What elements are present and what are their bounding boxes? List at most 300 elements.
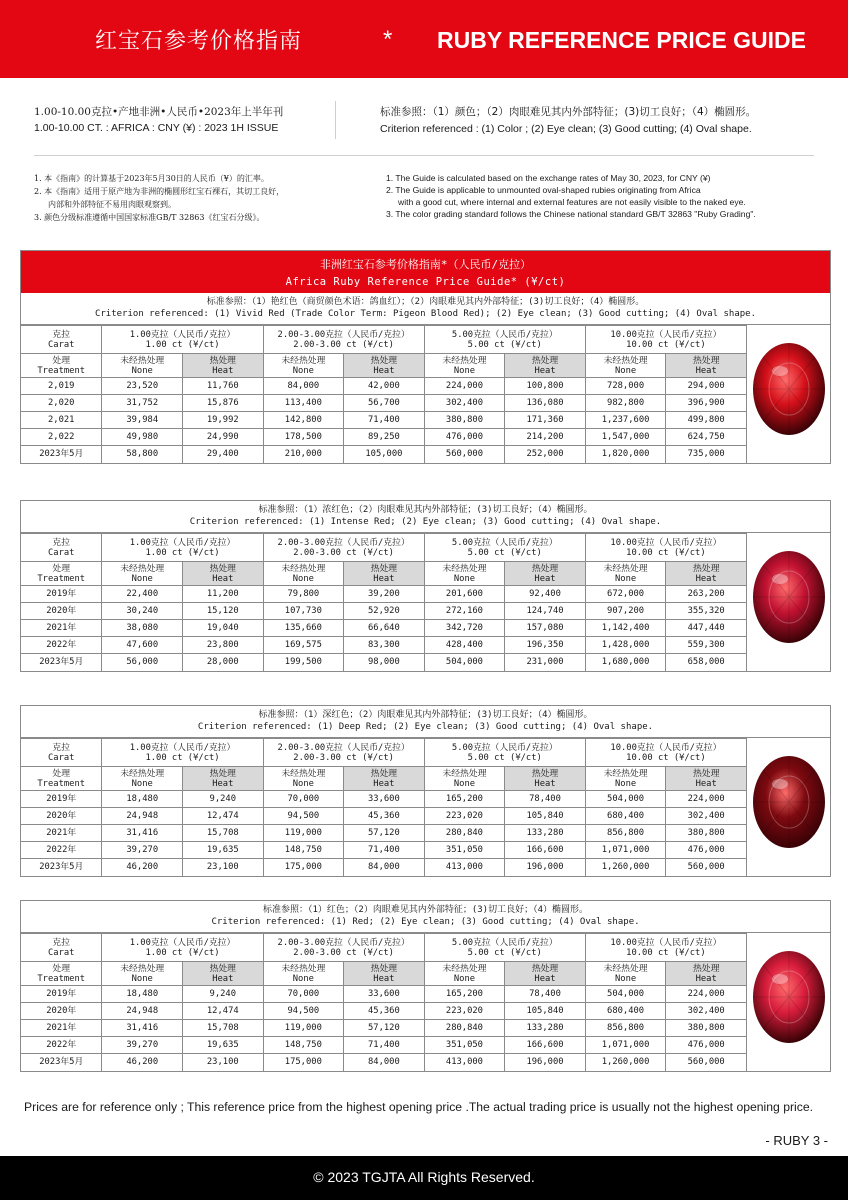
header-row-treatment: [21, 767, 747, 791]
cell-line-cn: 热处理: [209, 768, 236, 779]
heat-header: [183, 562, 264, 586]
note-en-2-cont: with a good cut, where internal and external features are not easily visible to the naked eye.: [398, 197, 746, 207]
price-cell: 1,071,000: [585, 842, 666, 859]
table-row: [21, 395, 747, 412]
price-cell: 18,480: [102, 791, 183, 808]
price-cell: 1,260,000: [585, 859, 666, 876]
price-cell: 272,160: [424, 603, 505, 620]
row-period: 2020年: [21, 1003, 102, 1020]
cell-line-en: 2.00-3.00 ct (¥/ct): [293, 547, 394, 558]
cell-line-en: None: [292, 573, 314, 584]
price-cell: 28,000: [183, 654, 264, 671]
cell-line-cn: 未经热处理: [442, 355, 487, 366]
cell-line-cn: 未经热处理: [281, 355, 326, 366]
untreated-header: [263, 962, 344, 986]
row-period: 2020年: [21, 808, 102, 825]
cell-line-en: Heat: [695, 365, 717, 376]
cell-line-en: 5.00 ct (¥/ct): [467, 547, 542, 558]
price-cell: 169,575: [263, 637, 344, 654]
price-cell: 33,600: [344, 791, 425, 808]
table-title-cn: 非洲红宝石参考价格指南*（人民币/克拉）: [319, 258, 532, 271]
header-row-treatment: [21, 562, 747, 586]
row-period: 2021年: [21, 825, 102, 842]
issue-en: 1.00-10.00 CT. : AFRICA : CNY (¥) : 2023 1H ISSUE: [34, 122, 279, 134]
price-cell: 45,360: [344, 808, 425, 825]
price-cell: 56,700: [344, 395, 425, 412]
row-period: 2,022: [21, 429, 102, 446]
cell-line-cn: 热处理: [692, 963, 720, 974]
price-cell: 504,000: [424, 654, 505, 671]
row-period: 2023年5月: [21, 654, 102, 671]
note-cn-2: 2. 本《指南》适用于原产地为非洲的椭圆形红宝石裸石，其切工良好，: [34, 187, 285, 196]
cell-line-cn: 5.00克拉（人民币/克拉）: [451, 537, 558, 548]
cell-line-en: Heat: [212, 778, 234, 789]
cell-line-en: None: [292, 973, 314, 984]
heat-header: [344, 354, 425, 378]
criteria-info: [380, 104, 840, 135]
price-cell: 46,200: [102, 1054, 183, 1071]
row-period: 2023年5月: [21, 446, 102, 463]
note-en-2: 2. The Guide is applicable to unmounted oval-shaped rubies originating from Africa: [386, 185, 701, 195]
price-cell: 84,000: [344, 1054, 425, 1071]
footer-copyright: © 2023 TGJTA All Rights Reserved.: [0, 1156, 848, 1200]
size-header: [263, 739, 424, 767]
cell-line-en: None: [453, 778, 476, 789]
heat-header: [505, 562, 586, 586]
issue-info: [34, 104, 324, 134]
price-cell: 23,100: [183, 1054, 264, 1071]
cell-line-cn: 5.00克拉（人民币/克拉）: [451, 937, 558, 948]
cell-line-cn: 处理: [52, 963, 71, 974]
cell-line-cn: 热处理: [531, 768, 559, 779]
cell-line-cn: 未经热处理: [281, 963, 326, 974]
price-cell: 428,400: [424, 637, 505, 654]
cell-line-en: None: [292, 365, 314, 376]
price-cell: 280,840: [424, 825, 505, 842]
issue-cn: 1.00-10.00克拉•产地非洲•人民币•2023年上半年刊: [34, 106, 284, 118]
price-cell: 380,800: [424, 412, 505, 429]
cell-line-en: Heat: [373, 778, 395, 789]
price-cell: 12,474: [183, 808, 264, 825]
size-header: [585, 534, 746, 562]
price-cell: 294,000: [666, 378, 747, 395]
row-period: 2023年5月: [21, 859, 102, 876]
cell-line-en: None: [131, 573, 153, 584]
size-header: [424, 739, 585, 767]
price-cell: 136,080: [505, 395, 586, 412]
cell-line-cn: 克拉: [52, 937, 71, 948]
price-cell: 982,800: [585, 395, 666, 412]
table-row: [21, 825, 747, 842]
cell-line-cn: 热处理: [531, 355, 559, 366]
price-cell: 66,640: [344, 620, 425, 637]
price-cell: 263,200: [666, 586, 747, 603]
price-cell: 19,635: [183, 1037, 264, 1054]
carat-label: [21, 534, 102, 562]
cell-line-en: 10.00 ct (¥/ct): [626, 339, 706, 350]
carat-label: [21, 739, 102, 767]
table-body: [21, 533, 830, 671]
untreated-header: [102, 767, 183, 791]
price-cell: 15,708: [183, 1020, 264, 1037]
criteria-cn: 标准参照：（1）颜色；（2）肉眼难见其内外部特征；(3)切工良好；（4）椭圆形。: [380, 106, 757, 118]
cell-line-cn: 1.00克拉（人民币/克拉）: [129, 937, 236, 948]
row-period: 2019年: [21, 791, 102, 808]
cell-line-en: Heat: [695, 573, 717, 584]
title-cn: 红宝石参考价格指南: [95, 29, 303, 54]
price-cell: 42,000: [344, 378, 425, 395]
untreated-header: [263, 767, 344, 791]
table-title-bar: [21, 251, 830, 293]
price-cell: 84,000: [344, 859, 425, 876]
table-body: [21, 325, 830, 463]
cell-line-en: None: [615, 365, 637, 376]
heat-header: [666, 767, 747, 791]
price-cell: 504,000: [585, 986, 666, 1003]
table-row: [21, 1054, 747, 1071]
price-cell: 39,200: [344, 586, 425, 603]
note-cn-2-cont: 内部和外部特征不易用肉眼观察到。: [48, 200, 176, 209]
price-cell: 351,050: [424, 1037, 505, 1054]
price-cell: 46,200: [102, 859, 183, 876]
price-cell: 47,600: [102, 637, 183, 654]
table-row: [21, 808, 747, 825]
size-header: [424, 326, 585, 354]
table-criterion: [21, 706, 830, 738]
untreated-header: [263, 562, 344, 586]
cell-line-cn: 未经热处理: [442, 963, 487, 974]
price-cell: 224,000: [666, 986, 747, 1003]
cell-line-en: None: [614, 778, 637, 789]
cell-line-en: 5.00 ct (¥/ct): [467, 947, 542, 958]
price-cell: 23,520: [102, 378, 183, 395]
price-cell: 84,000: [263, 378, 344, 395]
price-cell: 196,000: [505, 859, 586, 876]
price-cell: 1,428,000: [585, 637, 666, 654]
cell-line-en: 1.00 ct (¥/ct): [145, 947, 220, 958]
cell-line-cn: 10.00克拉（人民币/克拉）: [610, 329, 722, 340]
treatment-label: [21, 767, 102, 791]
note-en-1: 1. The Guide is calculated based on the exchange rates of May 30, 2023, for CNY (¥): [386, 173, 711, 183]
price-cell: 107,730: [263, 603, 344, 620]
price-cell: 18,480: [102, 986, 183, 1003]
table-title-en: Africa Ruby Reference Price Guide* (¥/ct): [285, 276, 566, 288]
table-row: [21, 620, 747, 637]
price-table-4: [20, 900, 831, 1072]
table-row: [21, 986, 747, 1003]
table-row: [21, 1037, 747, 1054]
criterion-cn: 标准参照：（1）深红色；（2）肉眼难见其内外部特征；(3)切工良好；（4）椭圆形。: [258, 710, 593, 720]
price-cell: 39,270: [102, 1037, 183, 1054]
price-grid: [21, 738, 747, 876]
cell-line-en: Heat: [212, 573, 234, 584]
size-header: [585, 739, 746, 767]
price-cell: 201,600: [424, 586, 505, 603]
cell-line-en: Treatment: [37, 778, 86, 789]
cell-line-en: 2.00-3.00 ct (¥/ct): [293, 339, 394, 350]
cell-line-cn: 处理: [52, 355, 71, 366]
table-criterion: [21, 901, 830, 933]
price-cell: 199,500: [263, 654, 344, 671]
ruby-gem-icon: [750, 339, 828, 439]
cell-line-en: Heat: [534, 778, 556, 789]
price-cell: 165,200: [424, 791, 505, 808]
price-cell: 133,280: [505, 825, 586, 842]
price-cell: 30,240: [102, 603, 183, 620]
cell-line-cn: 5.00克拉（人民币/克拉）: [451, 329, 558, 340]
cell-line-cn: 未经热处理: [120, 963, 165, 974]
notes-cn: [34, 172, 364, 224]
row-period: 2022年: [21, 637, 102, 654]
price-cell: 94,500: [263, 808, 344, 825]
price-cell: 148,750: [263, 842, 344, 859]
untreated-header: [424, 562, 505, 586]
cell-line-cn: 热处理: [370, 563, 398, 574]
cell-line-en: Carat: [47, 752, 75, 763]
table-row: [21, 378, 747, 395]
price-cell: 89,250: [344, 429, 425, 446]
title-en: RUBY REFERENCE PRICE GUIDE: [437, 27, 806, 53]
cell-line-cn: 热处理: [692, 355, 720, 366]
price-cell: 624,750: [666, 429, 747, 446]
size-header: [102, 534, 263, 562]
heat-header: [505, 767, 586, 791]
price-cell: 856,800: [585, 1020, 666, 1037]
table-row: [21, 1003, 747, 1020]
cell-line-cn: 未经热处理: [603, 768, 648, 779]
cell-line-cn: 克拉: [52, 742, 71, 753]
size-header: [102, 739, 263, 767]
cell-line-cn: 1.00克拉（人民币/克拉）: [129, 742, 236, 753]
cell-line-cn: 热处理: [209, 963, 236, 974]
price-cell: 252,000: [505, 446, 586, 463]
cell-line-cn: 克拉: [52, 329, 71, 340]
cell-line-cn: 10.00克拉（人民币/克拉）: [610, 537, 722, 548]
cell-line-en: Heat: [534, 365, 556, 376]
price-cell: 735,000: [666, 446, 747, 463]
price-cell: 105,840: [505, 1003, 586, 1020]
vertical-divider: [335, 101, 336, 139]
price-cell: 24,948: [102, 1003, 183, 1020]
cell-line-cn: 热处理: [692, 563, 720, 574]
cell-line-cn: 处理: [52, 563, 71, 574]
cell-line-cn: 热处理: [370, 963, 398, 974]
cell-line-en: None: [292, 778, 314, 789]
table-body: [21, 933, 830, 1071]
row-period: 2,020: [21, 395, 102, 412]
row-period: 2021年: [21, 620, 102, 637]
table-row: [21, 603, 747, 620]
carat-label: [21, 326, 102, 354]
price-cell: 171,360: [505, 412, 586, 429]
note-en-3: 3. The color grading standard follows the Chinese national standard GB/T 32863 "Ruby Grading".: [386, 209, 756, 219]
price-cell: 476,000: [666, 842, 747, 859]
price-cell: 342,720: [424, 620, 505, 637]
untreated-header: [102, 354, 183, 378]
price-cell: 83,300: [344, 637, 425, 654]
price-cell: 302,400: [666, 808, 747, 825]
price-cell: 19,040: [183, 620, 264, 637]
price-cell: 15,876: [183, 395, 264, 412]
price-cell: 302,400: [424, 395, 505, 412]
horizontal-divider: [34, 155, 814, 156]
price-cell: 210,000: [263, 446, 344, 463]
cell-line-cn: 热处理: [370, 355, 398, 366]
cell-line-en: 2.00-3.00 ct (¥/ct): [293, 752, 394, 763]
cell-line-cn: 热处理: [209, 355, 236, 366]
cell-line-en: Heat: [373, 973, 395, 984]
size-header: [424, 934, 585, 962]
price-cell: 1,071,000: [585, 1037, 666, 1054]
price-cell: 94,500: [263, 1003, 344, 1020]
price-cell: 166,600: [505, 1037, 586, 1054]
header-banner: [0, 0, 848, 78]
price-cell: 560,000: [666, 1054, 747, 1071]
price-cell: 98,000: [344, 654, 425, 671]
price-grid: [21, 933, 747, 1071]
price-cell: 92,400: [505, 586, 586, 603]
price-cell: 23,800: [183, 637, 264, 654]
cell-line-en: Treatment: [37, 573, 86, 584]
heat-header: [344, 767, 425, 791]
cell-line-cn: 1.00克拉（人民币/克拉）: [129, 329, 236, 340]
cell-line-cn: 克拉: [52, 537, 71, 548]
untreated-header: [424, 962, 505, 986]
untreated-header: [424, 354, 505, 378]
cell-line-en: None: [614, 973, 637, 984]
cell-line-en: Treatment: [37, 365, 86, 376]
price-cell: 119,000: [263, 1020, 344, 1037]
price-cell: 15,120: [183, 603, 264, 620]
price-cell: 157,080: [505, 620, 586, 637]
cell-line-cn: 未经热处理: [281, 563, 326, 574]
untreated-header: [263, 354, 344, 378]
table-row: [21, 586, 747, 603]
header-row-carat: [21, 534, 747, 562]
row-period: 2,019: [21, 378, 102, 395]
row-period: 2,021: [21, 412, 102, 429]
cell-line-cn: 2.00-3.00克拉（人民币/克拉）: [277, 537, 410, 548]
price-cell: 39,984: [102, 412, 183, 429]
untreated-header: [585, 767, 666, 791]
criterion-cn: 标准参照：（1）浓红色；（2）肉眼难见其内外部特征；(3)切工良好；（4）椭圆形。: [258, 505, 593, 515]
notes-en: [386, 172, 836, 220]
heat-header: [666, 562, 747, 586]
row-period: 2019年: [21, 986, 102, 1003]
size-header: [424, 534, 585, 562]
price-cell: 223,020: [424, 1003, 505, 1020]
price-cell: 124,740: [505, 603, 586, 620]
row-period: 2020年: [21, 603, 102, 620]
price-cell: 11,200: [183, 586, 264, 603]
table-row: [21, 1020, 747, 1037]
price-cell: 413,000: [424, 1054, 505, 1071]
price-cell: 19,635: [183, 842, 264, 859]
cell-line-en: None: [614, 573, 637, 584]
cell-line-en: Heat: [373, 365, 395, 376]
cell-line-cn: 未经热处理: [603, 355, 648, 366]
price-cell: 1,820,000: [585, 446, 666, 463]
cell-line-cn: 未经热处理: [120, 768, 165, 779]
price-cell: 224,000: [666, 791, 747, 808]
price-cell: 476,000: [666, 1037, 747, 1054]
price-cell: 79,800: [263, 586, 344, 603]
price-cell: 499,800: [666, 412, 747, 429]
price-cell: 559,300: [666, 637, 747, 654]
price-cell: 175,000: [263, 859, 344, 876]
price-cell: 113,400: [263, 395, 344, 412]
cell-line-cn: 10.00克拉（人民币/克拉）: [610, 742, 722, 753]
criteria-en: Criterion referenced : (1) Color ; (2) Eye clean; (3) Good cutting; (4) Oval shape.: [380, 123, 752, 135]
heat-header: [183, 354, 264, 378]
price-cell: 105,000: [344, 446, 425, 463]
untreated-header: [585, 354, 666, 378]
price-cell: 31,416: [102, 1020, 183, 1037]
heat-header: [344, 562, 425, 586]
cell-line-cn: 5.00克拉（人民币/克拉）: [451, 742, 558, 753]
criterion-en: Criterion referenced: (1) Intense Red; (2) Eye clean; (3) Good cutting; (4) Oval shape.: [189, 517, 662, 527]
price-cell: 70,000: [263, 791, 344, 808]
criterion-en: Criterion referenced: (1) Vivid Red (Trade Color Term: Pigeon Blood Red); (2) Eye clean; (3) Good cutting; (4) Oval shape.: [94, 309, 757, 319]
price-cell: 12,474: [183, 1003, 264, 1020]
price-cell: 1,680,000: [585, 654, 666, 671]
price-cell: 680,400: [585, 1003, 666, 1020]
price-cell: 560,000: [666, 859, 747, 876]
heat-header: [666, 962, 747, 986]
criterion-cn: 标准参照：（1）红色；（2）肉眼难见其内外部特征；(3)切工良好；（4）椭圆形。: [262, 905, 588, 915]
price-table-3: [20, 705, 831, 877]
price-cell: 133,280: [505, 1020, 586, 1037]
price-cell: 1,260,000: [585, 1054, 666, 1071]
price-cell: 224,000: [424, 378, 505, 395]
cell-line-cn: 热处理: [370, 768, 398, 779]
price-cell: 728,000: [585, 378, 666, 395]
price-cell: 672,000: [585, 586, 666, 603]
header-row-treatment: [21, 354, 747, 378]
price-cell: 33,600: [344, 986, 425, 1003]
price-cell: 504,000: [585, 791, 666, 808]
price-cell: 178,500: [263, 429, 344, 446]
price-cell: 135,660: [263, 620, 344, 637]
price-cell: 231,000: [505, 654, 586, 671]
price-cell: 1,142,400: [585, 620, 666, 637]
size-header: [585, 934, 746, 962]
price-table-1: [20, 250, 831, 464]
ruby-gem-icon: [750, 752, 828, 852]
cell-line-en: 10.00 ct (¥/ct): [626, 752, 706, 763]
cell-line-cn: 未经热处理: [120, 355, 165, 366]
cell-line-en: Treatment: [37, 973, 86, 984]
price-cell: 1,237,600: [585, 412, 666, 429]
price-cell: 351,050: [424, 842, 505, 859]
price-table-2: [20, 500, 831, 672]
cell-line-cn: 未经热处理: [442, 563, 487, 574]
size-header: [102, 326, 263, 354]
price-cell: 1,547,000: [585, 429, 666, 446]
price-cell: 280,840: [424, 1020, 505, 1037]
price-cell: 223,020: [424, 808, 505, 825]
price-cell: 49,980: [102, 429, 183, 446]
criterion-cn: 标准参照：（1）艳红色（商贸颜色术语：鸽血红）；（2）肉眼难见其内外部特征；(3)切工良好；（4）椭圆形。: [206, 297, 645, 307]
price-cell: 166,600: [505, 842, 586, 859]
price-cell: 38,080: [102, 620, 183, 637]
price-cell: 31,752: [102, 395, 183, 412]
table-body: [21, 738, 830, 876]
size-header: [263, 934, 424, 962]
price-cell: 22,400: [102, 586, 183, 603]
untreated-header: [102, 962, 183, 986]
price-cell: 78,400: [505, 791, 586, 808]
